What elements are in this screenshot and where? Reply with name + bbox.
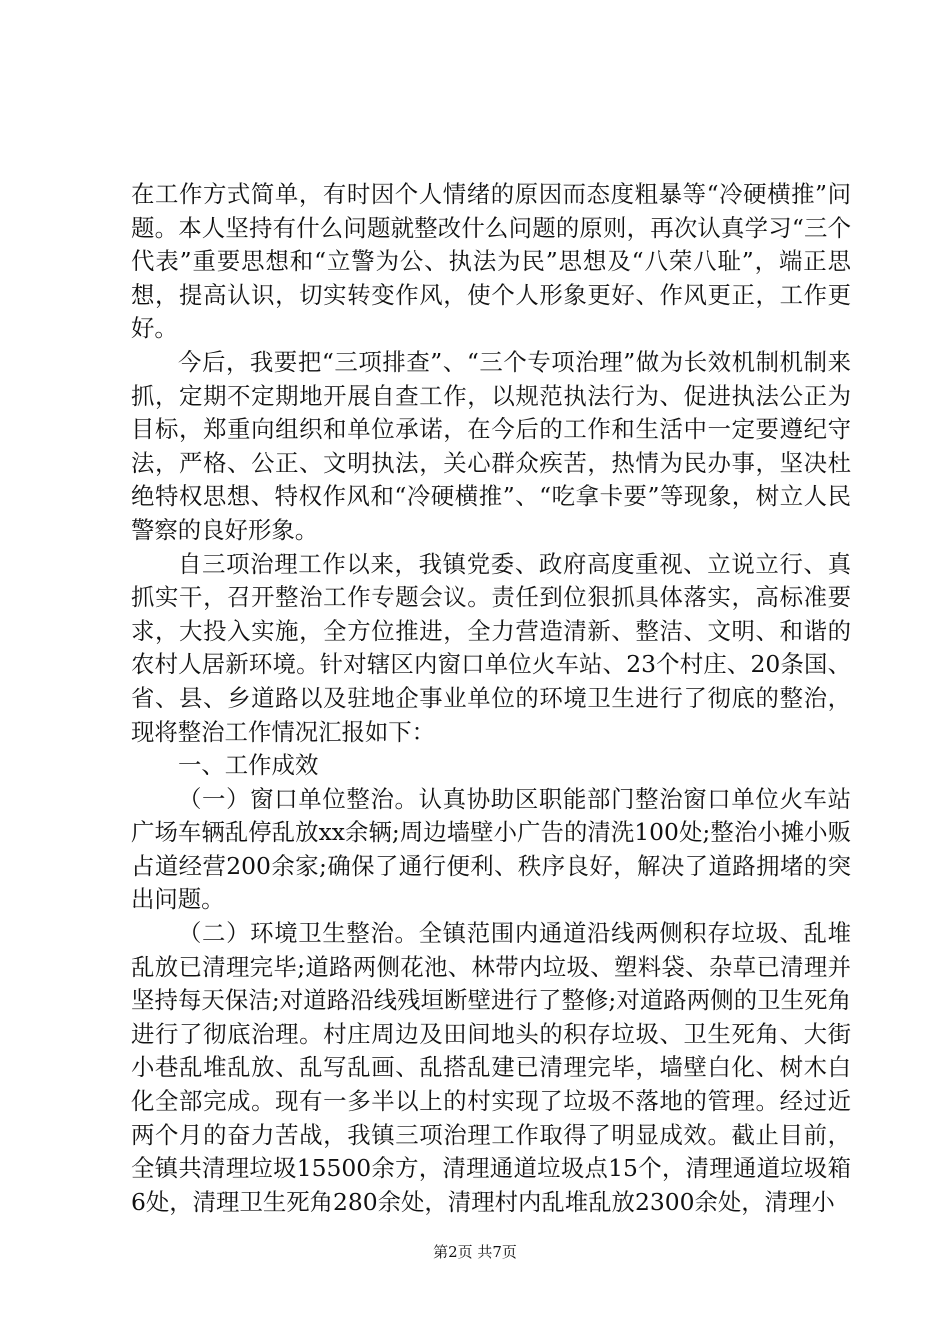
document-body: [131, 178, 851, 1219]
paragraph-window-units: （一）窗口单位整治。认真协助区职能部门整治窗口单位火车站广场车辆乱停乱放xx余辆;周边墙壁小广告的清洗100处;整治小摊小贩占道经营200余家;确保了通行便利、秩序良好，解决了道路拥堵的突出问题。: [131, 784, 851, 914]
paragraph-intro: 自三项治理工作以来，我镇党委、政府高度重视、立说立行、真抓实干，召开整治工作专题会议。责任到位狠抓具体落实，高标准要求，大投入实施，全方位推进，全力营造清新、整洁、文明、和谐的农村人居新环境。针对辖区内窗口单位火车站、23个村庄、20条国、省、县、乡道路以及驻地企事业单位的环境卫生进行了彻底的整治，现将整治工作情况汇报如下：: [131, 549, 851, 746]
paragraph-commitment: 今后，我要把“三项排查”、“三个专项治理”做为长效机制机制来抓，定期不定期地开展自查工作，以规范执法行为、促进执法公正为目标，郑重向组织和单位承诺，在今后的工作和生活中一定要遵纪守法，严格、公正、文明执法，关心群众疾苦，热情为民办事，坚决杜绝特权思想、特权作风和“冷硬横推”、“吃拿卡要”等现象，树立人民警察的良好形象。: [131, 347, 851, 544]
paragraph-continued: 在工作方式简单，有时因个人情绪的原因而态度粗暴等“冷硬横推”问题。本人坚持有什么问题就整改什么问题的原则，再次认真学习“三个代表”重要思想和“立警为公、执法为民”思想及“八荣八耻”，端正思想，提高认识，切实转变作风，使个人形象更好、作风更正，工作更好。: [131, 180, 851, 343]
page-number-footer: 第2页 共7页: [433, 1243, 517, 1261]
section-heading: 一、工作成效: [178, 751, 319, 780]
paragraph-environment: （二）环境卫生整治。全镇范围内通道沿线两侧积存垃圾、乱堆乱放已清理完毕;道路两侧花池、林带内垃圾、塑料袋、杂草已清理并坚持每天保洁;对道路沿线残垣断壁进行了整修;对道路两侧的卫生死角进行了彻底治理。村庄周边及田间地头的积存垃圾、卫生死角、大街小巷乱堆乱放、乱写乱画、乱搭乱建已清理完毕，墙壁白化、树木白化全部完成。现有一多半以上的村实现了垃圾不落地的管理。经过近两个月的奋力苦战，我镇三项治理工作取得了明显成效。截止目前，全镇共清理垃圾15500余方，清理通道垃圾点15个，清理通道垃圾箱6处，清理卫生死角280余处，清理村内乱堆乱放2300余处，清理小: [131, 919, 851, 1216]
